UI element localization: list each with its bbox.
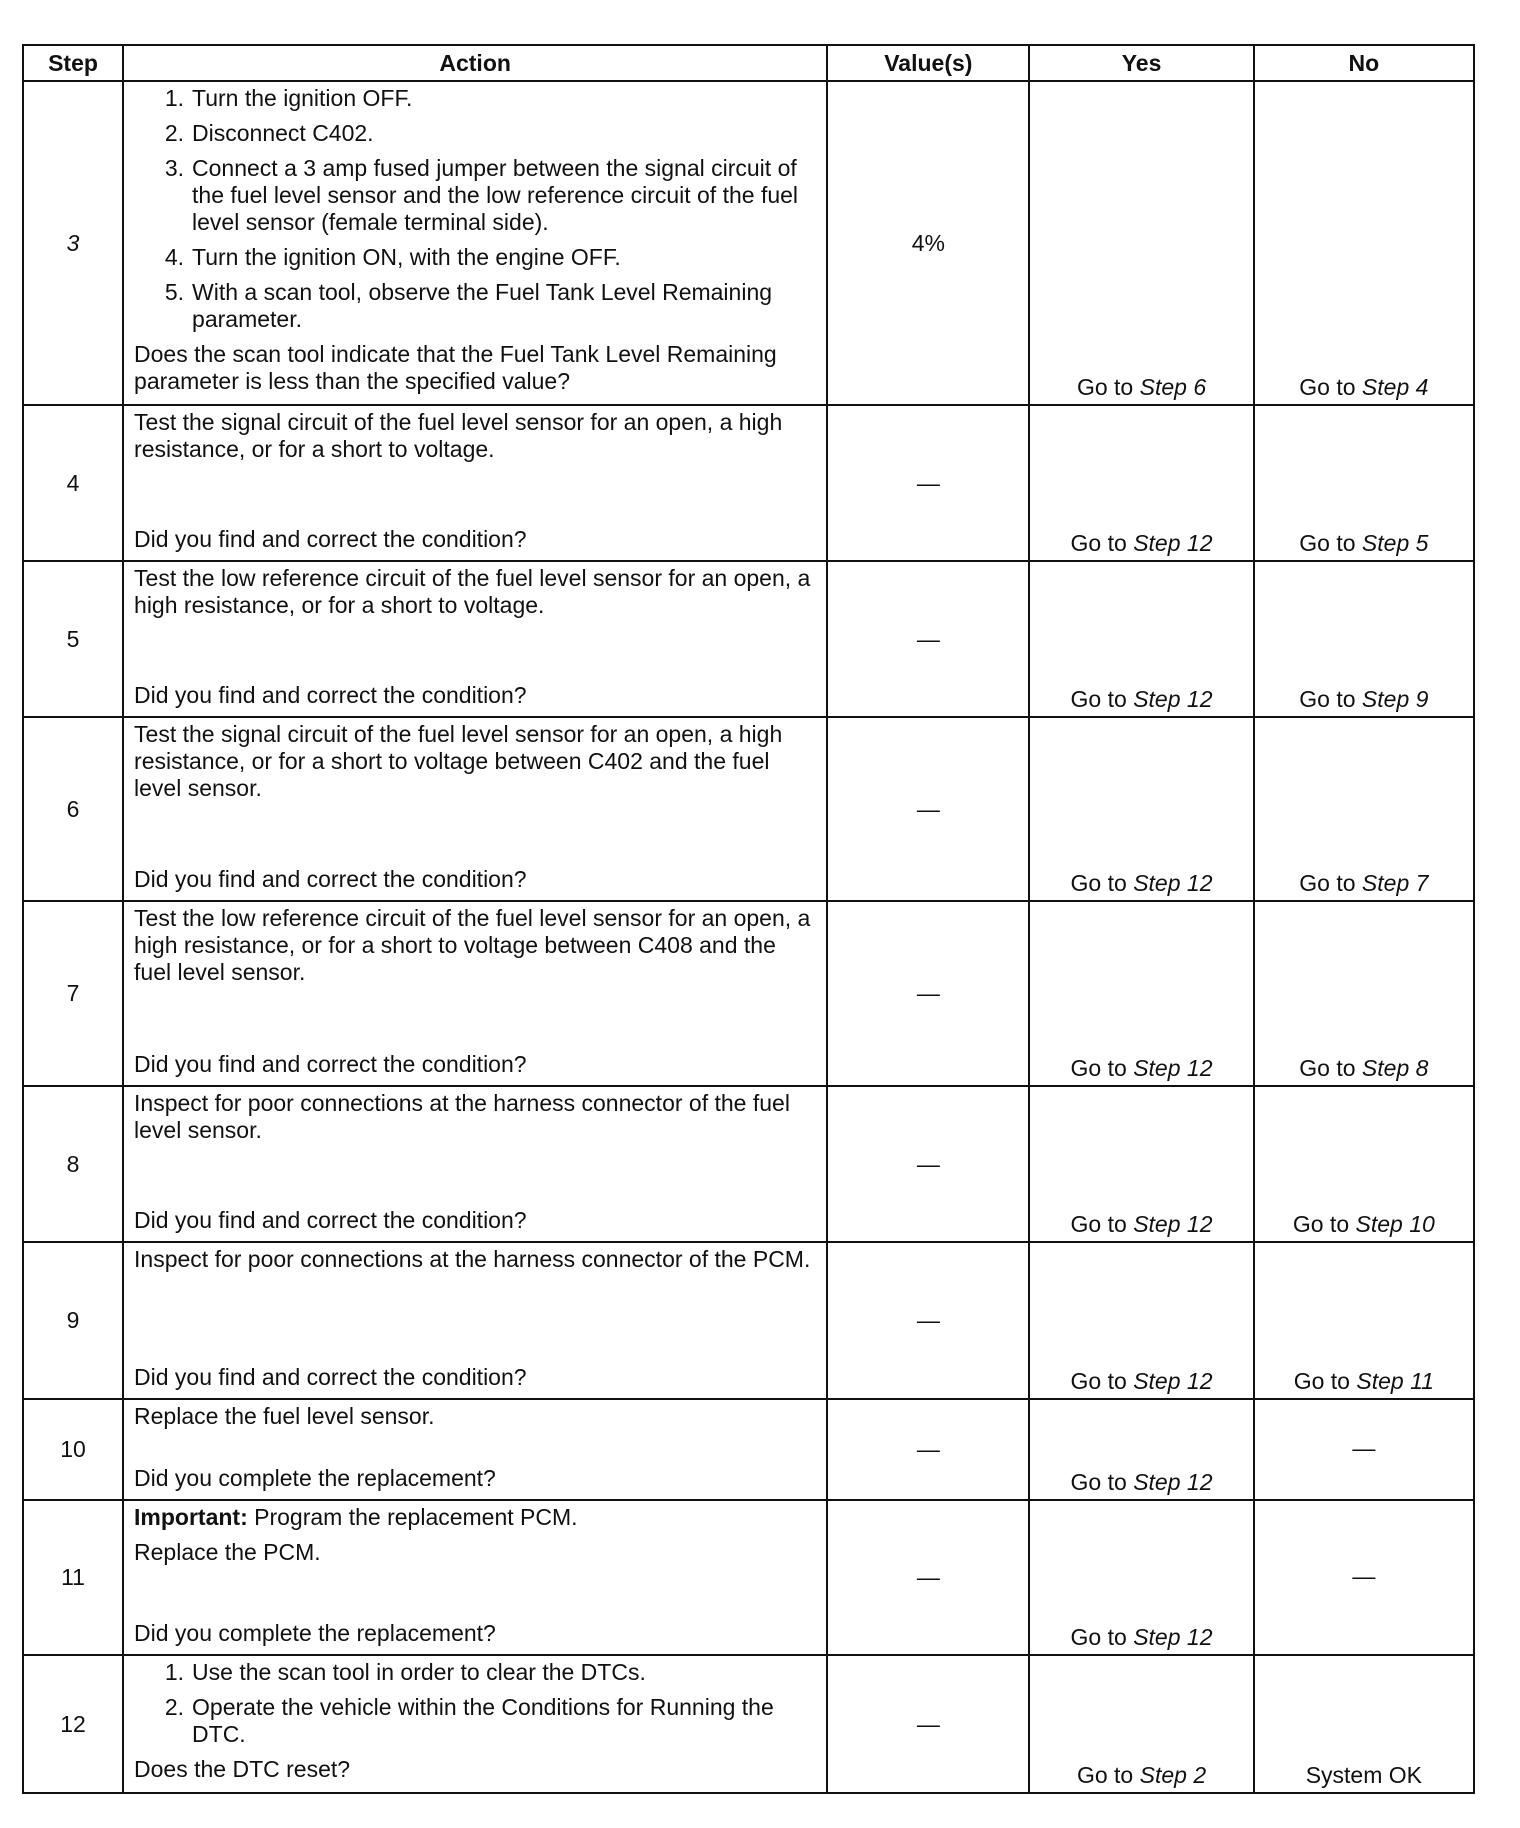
header-step: Step bbox=[23, 45, 123, 81]
no-cell: — bbox=[1254, 1399, 1474, 1500]
yes-cell: Go to Step 12 bbox=[1029, 1500, 1253, 1655]
action-question: Did you find and correct the condition? bbox=[134, 1051, 527, 1077]
action-question: Did you find and correct the condition? bbox=[134, 1364, 527, 1390]
no-cell: — bbox=[1254, 1500, 1474, 1655]
diagnostic-table bbox=[22, 44, 1475, 1794]
action-steps-list bbox=[134, 85, 816, 333]
list-item: 5. With a scan tool, observe the Fuel Tank Level Remaining parameter. bbox=[164, 279, 773, 332]
list-item: 2. Disconnect C402. bbox=[164, 120, 374, 146]
yes-cell: Go to Step 12 bbox=[1029, 1242, 1253, 1399]
action-question: Does the scan tool indicate that the Fuel Tank Level Remaining parameter is less than the specified value? bbox=[134, 341, 777, 394]
yes-cell: Go to Step 12 bbox=[1029, 405, 1253, 561]
value-cell: — bbox=[827, 901, 1029, 1086]
action-cell bbox=[123, 1242, 827, 1399]
table-row bbox=[23, 717, 1474, 901]
action-cell bbox=[123, 405, 827, 561]
value-cell: — bbox=[827, 717, 1029, 901]
value-cell: 4% bbox=[827, 81, 1029, 405]
action-text: Test the low reference circuit of the fuel level sensor for an open, a high resistance, or for a short to voltage. bbox=[134, 565, 811, 618]
action-question: Did you complete the replacement? bbox=[134, 1465, 496, 1491]
table-row bbox=[23, 1399, 1474, 1500]
value-cell: — bbox=[827, 1242, 1029, 1399]
action-text: Inspect for poor connections at the harness connector of the fuel level sensor. bbox=[134, 1090, 790, 1143]
action-steps-list bbox=[134, 1659, 816, 1748]
header-row bbox=[23, 45, 1474, 81]
no-cell: Go to Step 10 bbox=[1254, 1086, 1474, 1242]
important-label: Important: bbox=[134, 1504, 248, 1530]
value-cell: — bbox=[827, 405, 1029, 561]
table-row bbox=[23, 1086, 1474, 1242]
no-cell: Go to Step 7 bbox=[1254, 717, 1474, 901]
list-item: 3. Connect a 3 amp fused jumper between the signal circuit of the fuel level sensor and the low reference circuit of the fuel level sensor (female terminal side). bbox=[164, 155, 799, 235]
action-text: Test the signal circuit of the fuel level sensor for an open, a high resistance, or for a short to voltage. bbox=[134, 409, 783, 462]
action-text: Replace the fuel level sensor. bbox=[134, 1403, 435, 1429]
action-question: Did you find and correct the condition? bbox=[134, 866, 527, 892]
table-row bbox=[23, 1242, 1474, 1399]
yes-cell: Go to Step 12 bbox=[1029, 1399, 1253, 1500]
action-cell bbox=[123, 1399, 827, 1500]
action-cell bbox=[123, 561, 827, 717]
step-number: 3 bbox=[23, 81, 123, 405]
table-row bbox=[23, 901, 1474, 1086]
action-question: Did you find and correct the condition? bbox=[134, 526, 527, 552]
no-cell: Go to Step 5 bbox=[1254, 405, 1474, 561]
action-text: Inspect for poor connections at the harness connector of the PCM. bbox=[134, 1246, 811, 1272]
step-number: 10 bbox=[23, 1399, 123, 1500]
list-item: 1. Use the scan tool in order to clear the DTCs. bbox=[164, 1659, 646, 1685]
no-cell: Go to Step 4 bbox=[1254, 81, 1474, 405]
list-item: 4. Turn the ignition ON, with the engine OFF. bbox=[164, 244, 621, 270]
header-values: Value(s) bbox=[827, 45, 1029, 81]
yes-cell: Go to Step 12 bbox=[1029, 901, 1253, 1086]
value-cell: — bbox=[827, 1086, 1029, 1242]
action-cell bbox=[123, 901, 827, 1086]
action-cell bbox=[123, 81, 827, 405]
value-cell: — bbox=[827, 1399, 1029, 1500]
action-question: Does the DTC reset? bbox=[134, 1756, 351, 1782]
step-number: 12 bbox=[23, 1655, 123, 1793]
header-no: No bbox=[1254, 45, 1474, 81]
important-text: Program the replacement PCM. bbox=[247, 1504, 578, 1530]
table-row bbox=[23, 81, 1474, 405]
header-yes: Yes bbox=[1029, 45, 1253, 81]
list-item: 2. Operate the vehicle within the Conditions for Running the DTC. bbox=[164, 1694, 774, 1747]
yes-cell: Go to Step 12 bbox=[1029, 1086, 1253, 1242]
yes-cell: Go to Step 12 bbox=[1029, 717, 1253, 901]
table-row bbox=[23, 1655, 1474, 1793]
step-number: 7 bbox=[23, 901, 123, 1086]
action-text: Test the low reference circuit of the fuel level sensor for an open, a high resistance, or for a short to voltage between C408 and the fuel level sensor. bbox=[134, 905, 811, 985]
action-question: Did you find and correct the condition? bbox=[134, 1207, 527, 1233]
yes-cell: Go to Step 12 bbox=[1029, 561, 1253, 717]
no-cell: Go to Step 8 bbox=[1254, 901, 1474, 1086]
step-number: 5 bbox=[23, 561, 123, 717]
header-action: Action bbox=[123, 45, 827, 81]
value-cell: — bbox=[827, 561, 1029, 717]
no-cell: Go to Step 9 bbox=[1254, 561, 1474, 717]
step-number: 6 bbox=[23, 717, 123, 901]
action-cell bbox=[123, 1655, 827, 1793]
step-number: 4 bbox=[23, 405, 123, 561]
action-text: Replace the PCM. bbox=[134, 1539, 321, 1565]
step-number: 8 bbox=[23, 1086, 123, 1242]
action-cell bbox=[123, 717, 827, 901]
value-cell: — bbox=[827, 1500, 1029, 1655]
value-cell: — bbox=[827, 1655, 1029, 1793]
no-cell: System OK bbox=[1254, 1655, 1474, 1793]
table-row bbox=[23, 561, 1474, 717]
list-item: 1. Turn the ignition OFF. bbox=[164, 85, 413, 111]
step-number: 9 bbox=[23, 1242, 123, 1399]
action-question: Did you find and correct the condition? bbox=[134, 682, 527, 708]
table-row bbox=[23, 1500, 1474, 1655]
action-cell bbox=[123, 1500, 827, 1655]
yes-cell: Go to Step 6 bbox=[1029, 81, 1253, 405]
action-text: Test the signal circuit of the fuel level sensor for an open, a high resistance, or for a short to voltage between C402 and the fuel level sensor. bbox=[134, 721, 783, 801]
action-question: Did you complete the replacement? bbox=[134, 1620, 496, 1646]
step-number: 11 bbox=[23, 1500, 123, 1655]
table-row bbox=[23, 405, 1474, 561]
action-cell bbox=[123, 1086, 827, 1242]
important-note bbox=[134, 1504, 816, 1531]
yes-cell: Go to Step 2 bbox=[1029, 1655, 1253, 1793]
no-cell: Go to Step 11 bbox=[1254, 1242, 1474, 1399]
